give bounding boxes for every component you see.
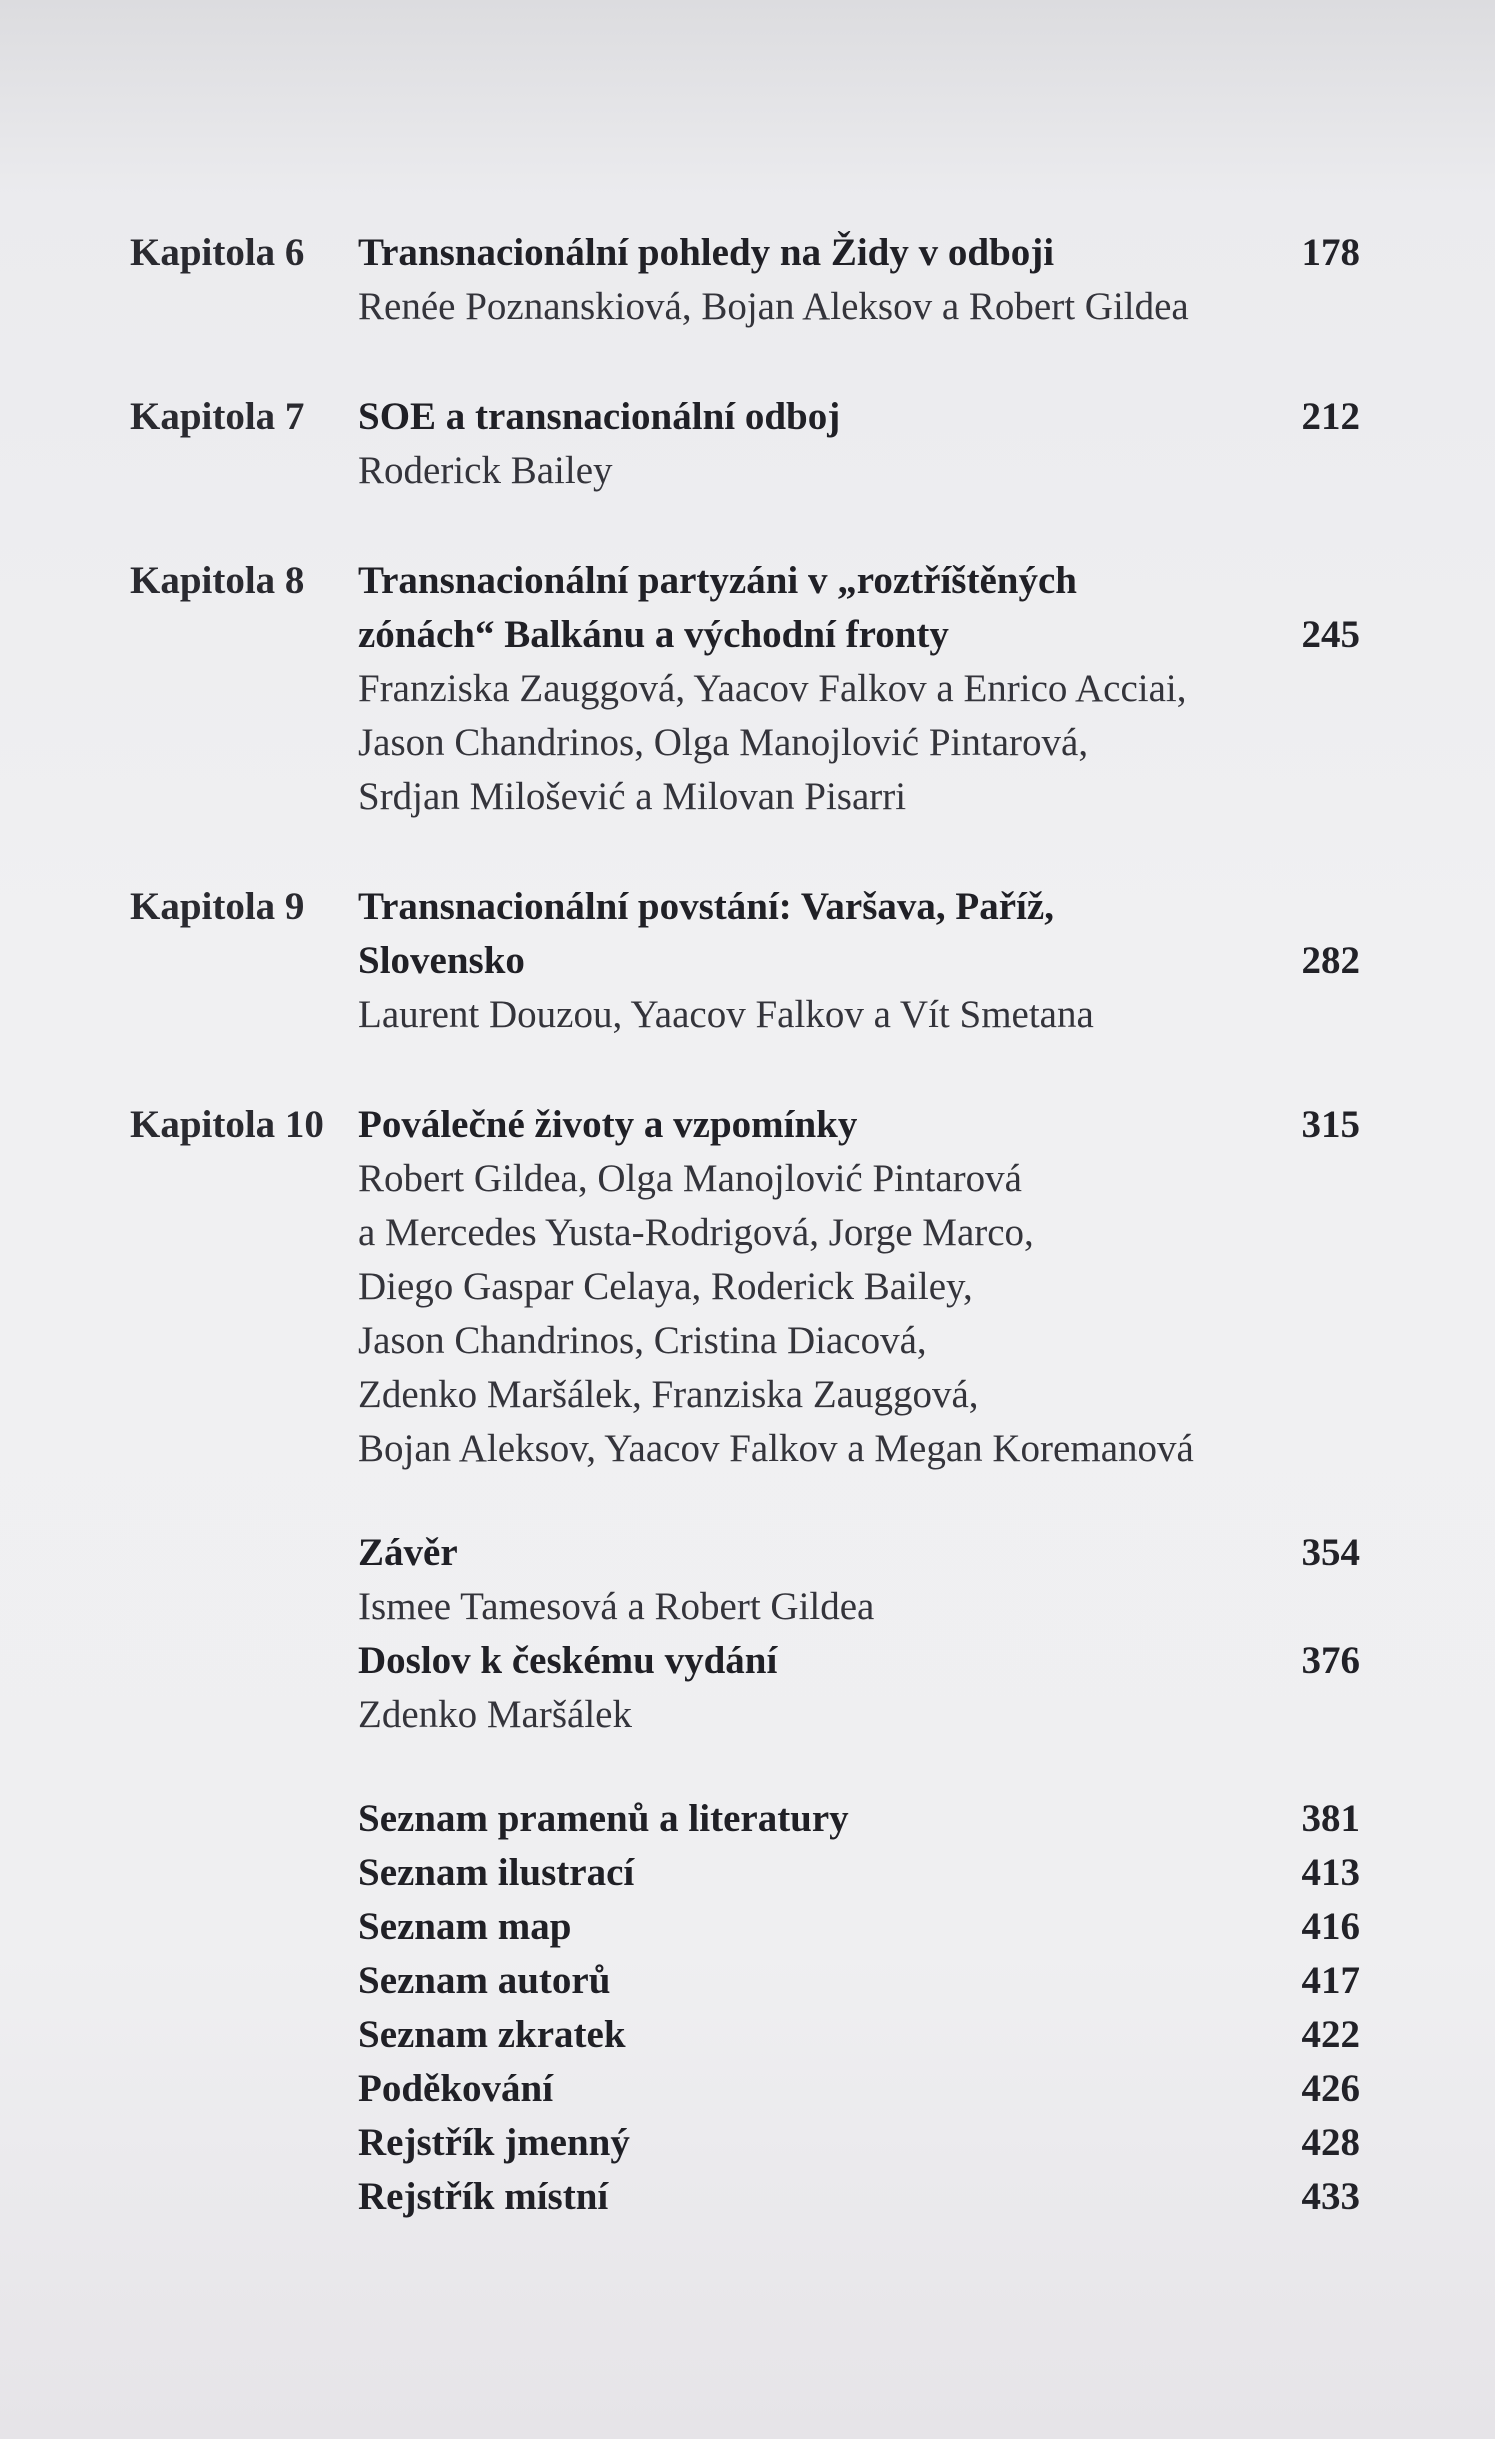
chapter-authors-line-3: Srdjan Milošević a Milovan Pisarri xyxy=(358,775,907,818)
section-authors: Ismee Tamesová a Robert Gildea xyxy=(358,1585,875,1628)
chapter-authors: Roderick Bailey xyxy=(358,449,613,492)
page-number: 212 xyxy=(1301,395,1360,438)
list-item xyxy=(130,2008,1360,2062)
toc-entry-chapter-9 xyxy=(130,880,1360,1042)
section-title: Seznam map xyxy=(358,1905,572,1948)
page-number: 354 xyxy=(1301,1531,1360,1574)
page-number: 428 xyxy=(1301,2121,1360,2164)
list-item xyxy=(130,1900,1360,1954)
toc-entry-conclusion xyxy=(130,1526,1360,1634)
list-item xyxy=(130,1792,1360,1846)
toc-back-matter xyxy=(130,1792,1360,2224)
page-number: 422 xyxy=(1301,2013,1360,2056)
list-item xyxy=(130,2062,1360,2116)
chapter-authors-line-2: a Mercedes Yusta-Rodrigová, Jorge Marco, xyxy=(358,1211,1034,1254)
page-number: 376 xyxy=(1301,1639,1360,1682)
toc-entry-chapter-6 xyxy=(130,226,1360,334)
chapter-authors-line-2: Jason Chandrinos, Olga Manojlović Pintarová, xyxy=(358,721,1089,764)
toc-entry-afterword xyxy=(130,1634,1360,1742)
section-title: Seznam zkratek xyxy=(358,2013,626,2056)
chapter-title: Poválečné životy a vzpomínky xyxy=(358,1103,858,1146)
chapter-authors-line-1: Robert Gildea, Olga Manojlović Pintarová xyxy=(358,1157,1022,1200)
chapter-label: Kapitola 8 xyxy=(130,559,305,602)
page-number: 282 xyxy=(1301,939,1360,982)
section-title: Doslov k českému vydání xyxy=(358,1639,778,1682)
section-authors: Zdenko Maršálek xyxy=(358,1693,632,1736)
page-number: 413 xyxy=(1301,1851,1360,1894)
toc-entry-chapter-7 xyxy=(130,390,1360,498)
chapter-title-line-2: Slovensko xyxy=(358,939,525,982)
section-title: Závěr xyxy=(358,1531,458,1574)
page-number: 416 xyxy=(1301,1905,1360,1948)
chapter-authors: Renée Poznanskiová, Bojan Aleksov a Robert Gildea xyxy=(358,285,1189,328)
chapter-label: Kapitola 6 xyxy=(130,231,305,274)
page-number: 381 xyxy=(1301,1797,1360,1840)
table-of-contents xyxy=(130,226,1360,2224)
chapter-label: Kapitola 9 xyxy=(130,885,305,928)
section-title: Poděkování xyxy=(358,2067,554,2110)
chapter-authors: Laurent Douzou, Yaacov Falkov a Vít Smetana xyxy=(358,993,1094,1036)
page-number: 426 xyxy=(1301,2067,1360,2110)
list-item xyxy=(130,2170,1360,2224)
toc-entry-chapter-8 xyxy=(130,554,1360,824)
toc-entry-chapter-10 xyxy=(130,1098,1360,1476)
page-number: 417 xyxy=(1301,1959,1360,2002)
chapter-title: SOE a transnacionální odboj xyxy=(358,395,841,438)
chapter-authors-line-4: Jason Chandrinos, Cristina Diacová, xyxy=(358,1319,927,1362)
section-title: Rejstřík jmenný xyxy=(358,2121,630,2164)
page-number: 315 xyxy=(1301,1103,1360,1146)
section-title: Rejstřík místní xyxy=(358,2175,609,2218)
chapter-title-line-1: Transnacionální partyzáni v „roztříštěných xyxy=(358,559,1077,602)
chapter-authors-line-3: Diego Gaspar Celaya, Roderick Bailey, xyxy=(358,1265,973,1308)
section-title: Seznam pramenů a literatury xyxy=(358,1797,849,1840)
page-number: 178 xyxy=(1301,231,1360,274)
list-item xyxy=(130,1954,1360,2008)
chapter-title-line-2: zónách“ Balkánu a východní fronty xyxy=(358,613,949,656)
chapter-authors-line-6: Bojan Aleksov, Yaacov Falkov a Megan Koremanová xyxy=(358,1427,1194,1470)
chapter-authors-line-1: Franziska Zauggová, Yaacov Falkov a Enrico Acciai, xyxy=(358,667,1187,710)
chapter-title-line-1: Transnacionální povstání: Varšava, Paříž, xyxy=(358,885,1054,928)
chapter-label: Kapitola 10 xyxy=(130,1103,324,1146)
chapter-authors-line-5: Zdenko Maršálek, Franziska Zauggová, xyxy=(358,1373,979,1416)
list-item xyxy=(130,1846,1360,1900)
page-number: 245 xyxy=(1301,613,1360,656)
chapter-title: Transnacionální pohledy na Židy v odboji xyxy=(358,231,1055,274)
section-title: Seznam ilustrací xyxy=(358,1851,635,1894)
section-title: Seznam autorů xyxy=(358,1959,611,2002)
chapter-label: Kapitola 7 xyxy=(130,395,305,438)
page-number: 433 xyxy=(1301,2175,1360,2218)
list-item xyxy=(130,2116,1360,2170)
